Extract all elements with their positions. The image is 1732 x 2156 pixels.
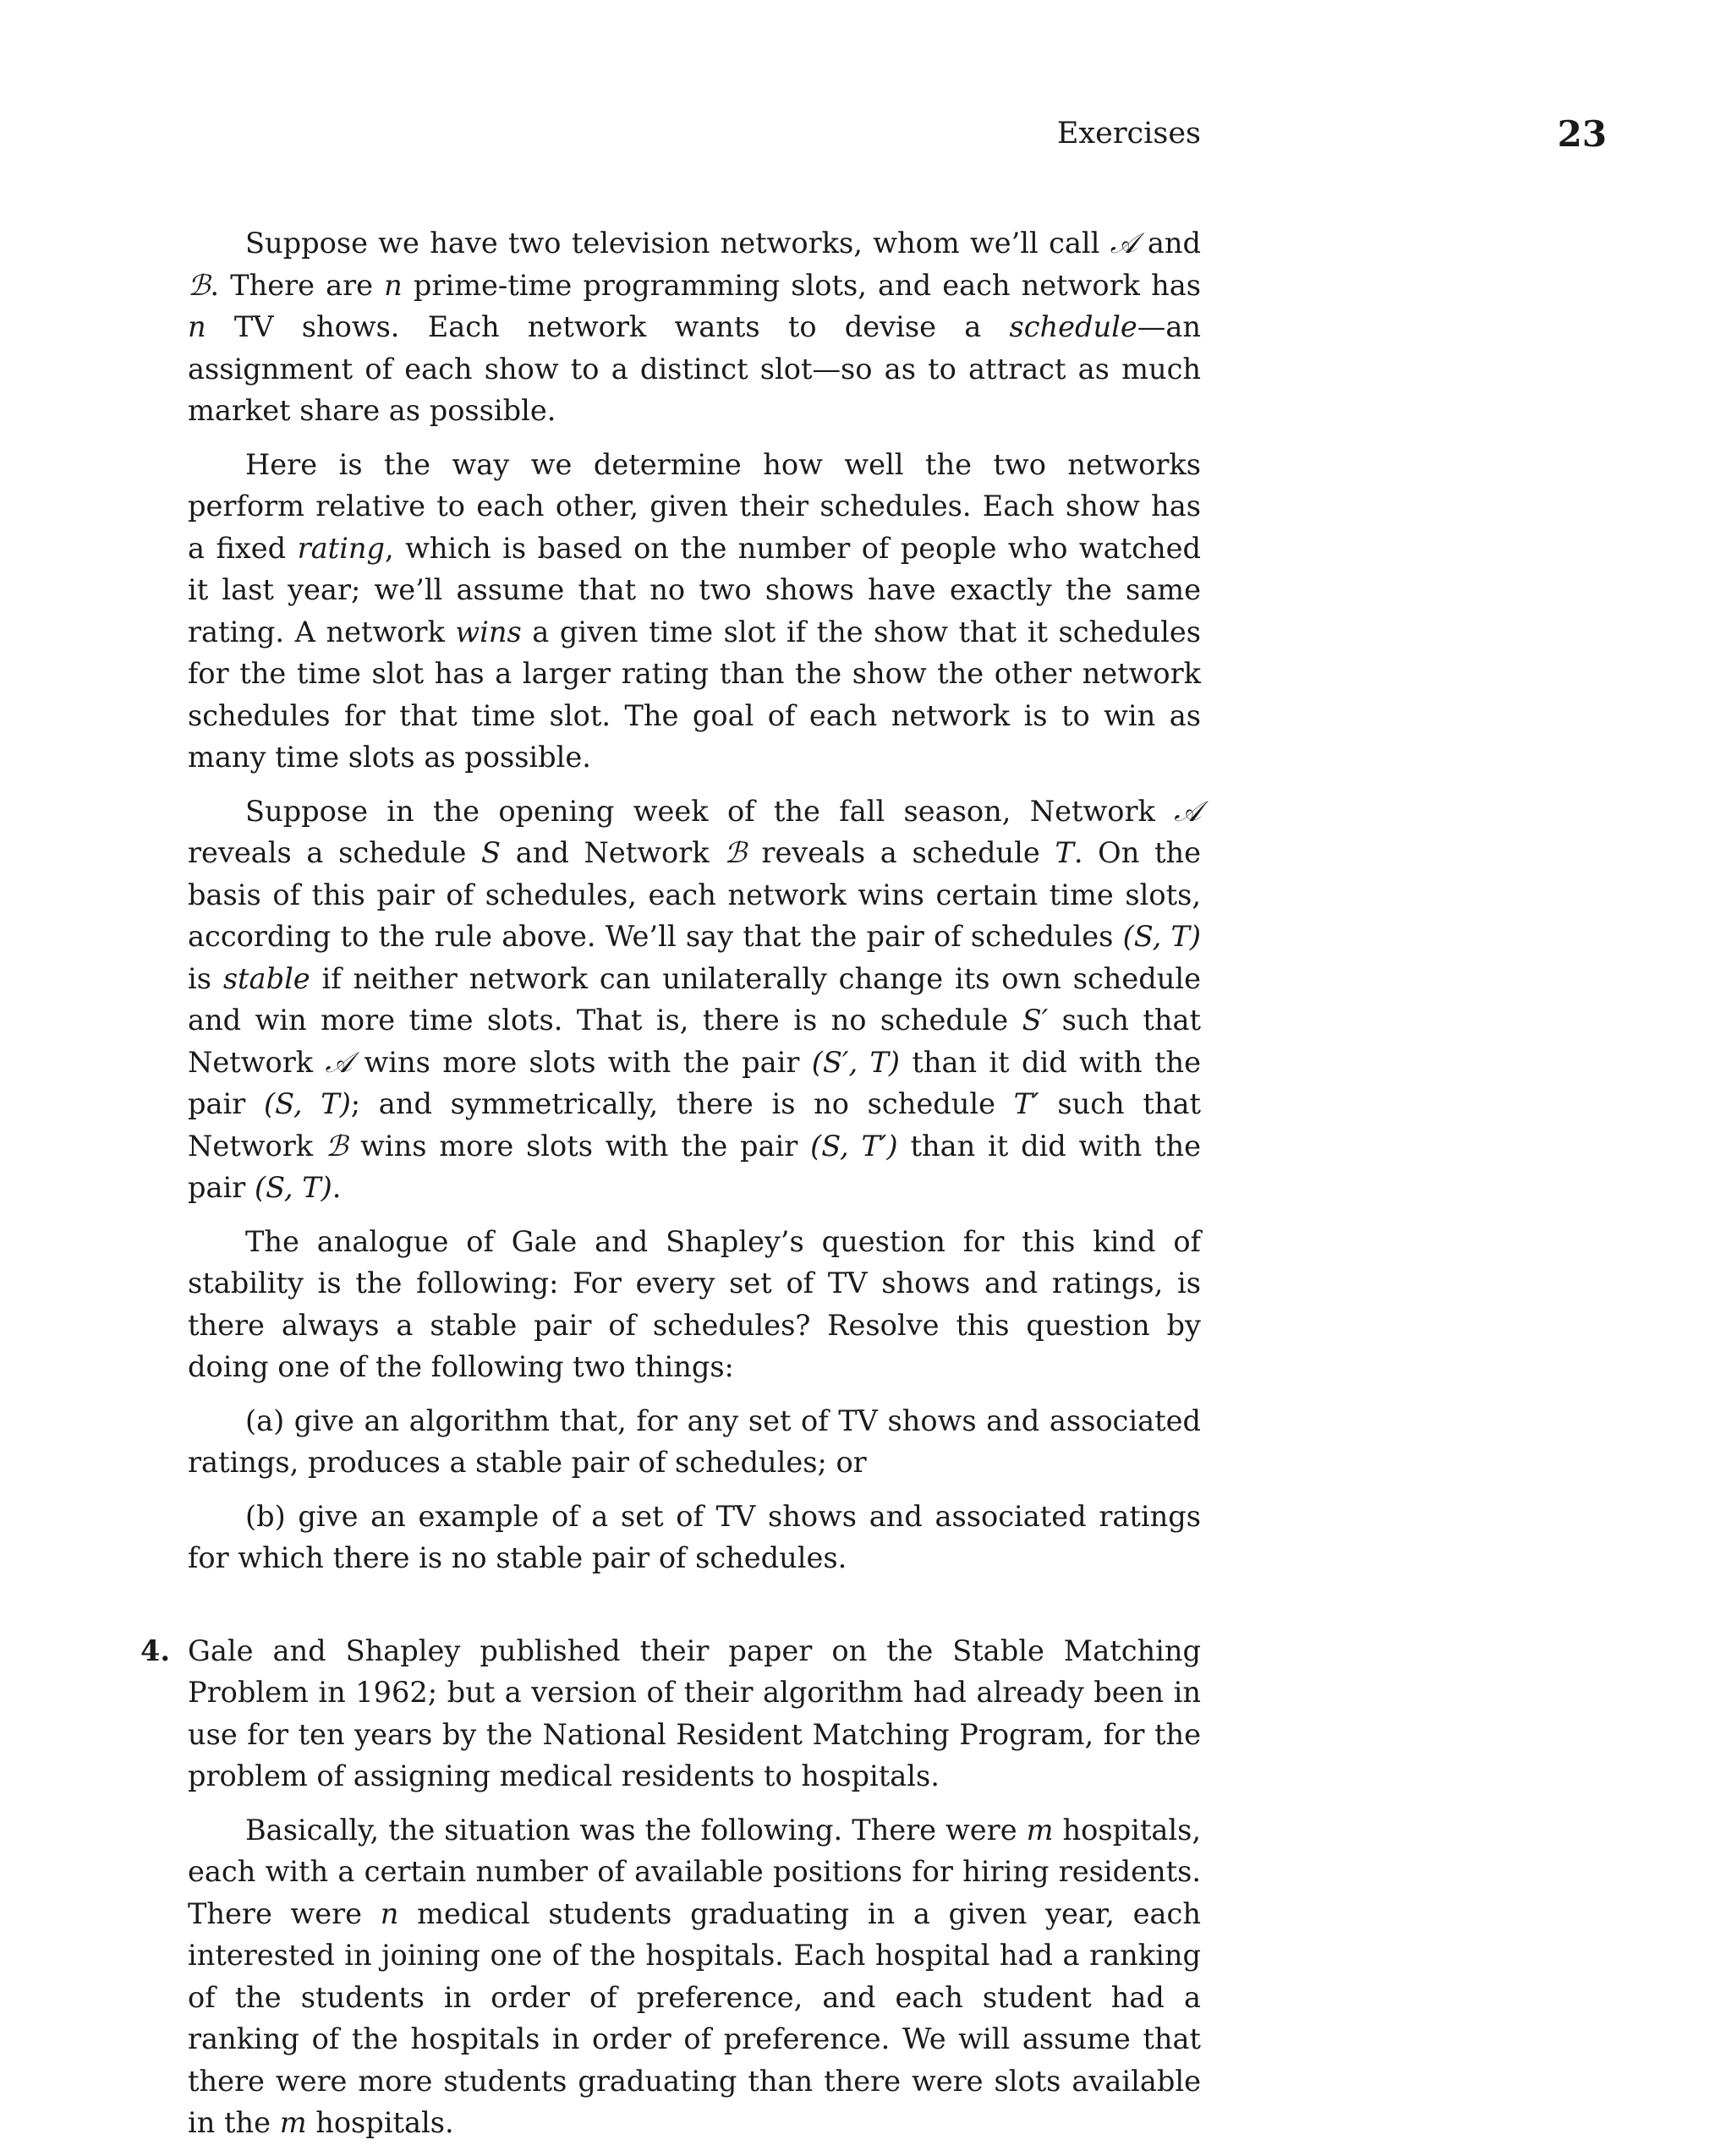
paragraph-hospitals: Basically, the situation was the following. There were m hospitals, each with a certain number of available positions for hiring residents. There were n medical students graduating in a given year, each interested in joining one of the hospitals. Each hospital had a ranking of the students in order of preference, and each student had a ranking of the hospitals in order of preference. We will assume that there were more students graduating than there were slots available in the m hospitals.	[188, 1813, 1201, 2139]
exercise-number: 4.	[140, 1633, 171, 1667]
exercise-4	[140, 1630, 1201, 2144]
paragraph-question: The analogue of Gale and Shapley’s question for this kind of stability is the following: For every set of TV shows and ratings, is there always a stable pair of schedules? Resolve this question by doing one of the following two things:	[188, 1224, 1201, 1383]
paragraph-gale-shapley: Gale and Shapley published their paper on the Stable Matching Problem in 1962; but a version of their algorithm had already been in use for ten years by the National Resident Matching Program, for the problem of assigning medical residents to hospitals.	[188, 1633, 1201, 1792]
body-text	[140, 222, 1202, 2156]
paragraph-stability: Suppose in the opening week of the fall season, Network 𝒜 reveals a schedule S and Network ℬ reveals a schedule T. On the basis of this pair of schedules, each network wins certain time slots, according to the rule above. We’ll say that the pair of schedules (S, T) is stable if neither network can unilaterally change its own schedule and win more time slots. That is, there is no schedule S′ such that Network 𝒜 wins more slots with the pair (S′, T) than it did with the pair (S, T); and symmetrically, there is no schedule T′ such that Network ℬ wins more slots with the pair (S, T′) than it did with the pair (S, T).	[188, 794, 1202, 1204]
option-b: (b) give an example of a set of TV shows and associated ratings for which there is no stable pair of schedules.	[188, 1499, 1201, 1574]
paragraph-ratings: Here is the way we determine how well the two networks perform relative to each other, given their schedules. Each show has a fixed rating, which is based on the number of people who watched it last year; we’ll assume that no two shows have exactly the same rating. A network wins a given time slot if the show that it schedules for the time slot has a larger rating than the show the other network schedules for that time slot. The goal of each network is to win as many time slots as possible.	[188, 447, 1201, 774]
option-a: (a) give an algorithm that, for any set of TV shows and associated ratings, produces a stable pair of schedules; or	[188, 1404, 1201, 1479]
paragraph-tv-networks: Suppose we have two television networks, whom we’ll call 𝒜 and ℬ. There are n prime-time programming slots, and each network has n TV shows. Each network wants to devise a schedule—an assignment of each show to a distinct slot—so as to attract as much market share as possible.	[188, 227, 1202, 427]
page-number: 23	[1557, 113, 1607, 155]
running-head: Exercises	[1056, 117, 1201, 150]
